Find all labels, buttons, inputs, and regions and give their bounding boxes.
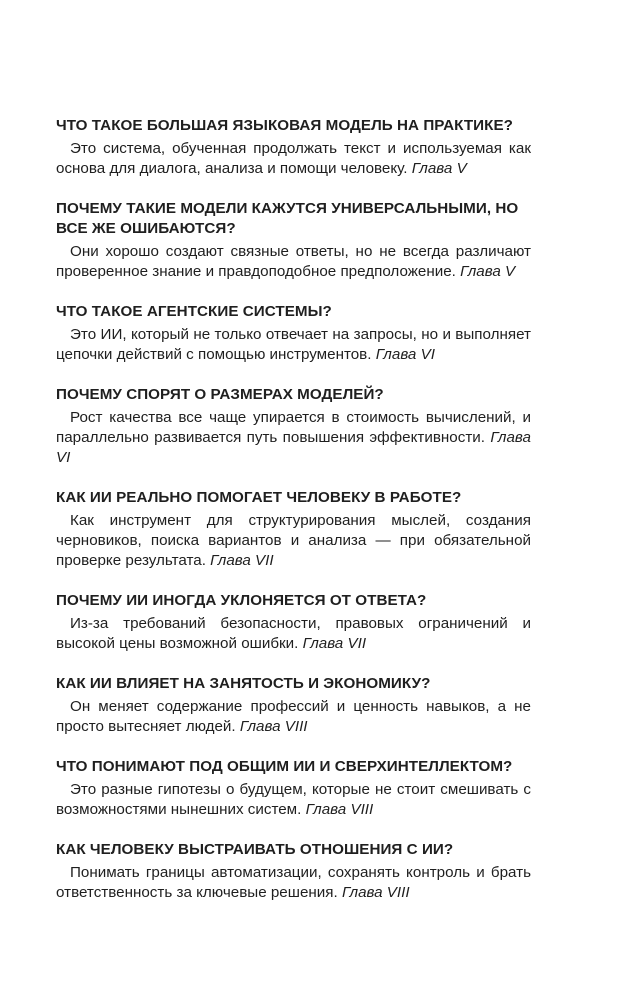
chapter-reference: Глава VII <box>302 635 367 652</box>
chapter-reference: Глава VI <box>375 346 435 363</box>
qa-item <box>56 674 531 737</box>
chapter-reference: Глава VI <box>56 429 531 466</box>
answer-body: Понимать границы автоматизации, сохранять контроль и брать ответственность за ключевые решения. <box>56 864 531 901</box>
question-heading: ПОЧЕМУ ИИ ИНОГДА УКЛОНЯЕТСЯ ОТ ОТВЕТА? <box>56 592 427 609</box>
answer-body: Из-за требований безопасности, правовых ограничений и высокой цены возможной ошибки. <box>56 615 531 652</box>
chapter-reference: Глава VIII <box>341 884 410 901</box>
qa-item <box>56 302 531 365</box>
answer-body: Рост качества все чаще упирается в стоимость вычислений, и параллельно развивается путь повышения эффективности. <box>56 409 531 446</box>
answer-text <box>56 242 531 282</box>
question-heading: ЧТО ТАКОЕ АГЕНТСКИЕ СИСТЕМЫ? <box>56 303 332 320</box>
qa-item <box>56 488 531 571</box>
answer-text <box>56 697 531 737</box>
chapter-reference: Глава VII <box>210 552 274 569</box>
answer-body: Это разные гипотезы о будущем, которые не стоит смешивать с возможностями нынешних систем. <box>56 781 531 818</box>
question-heading: КАК ЧЕЛОВЕКУ ВЫСТРАИВАТЬ ОТНОШЕНИЯ С ИИ? <box>56 841 454 858</box>
qa-item <box>56 840 531 903</box>
answer-text <box>56 325 531 365</box>
answer-body: Это ИИ, который не только отвечает на запросы, но и выполняет цепочки действий с помощью инструментов. <box>56 326 531 363</box>
chapter-reference: Глава V <box>411 160 467 177</box>
question-heading: ЧТО ПОНИМАЮТ ПОД ОБЩИМ ИИ И СВЕРХИНТЕЛЛЕКТОМ? <box>56 758 513 775</box>
question-heading: ПОЧЕМУ СПОРЯТ О РАЗМЕРАХ МОДЕЛЕЙ? <box>56 386 384 403</box>
question-heading: ПОЧЕМУ ТАКИЕ МОДЕЛИ КАЖУТСЯ УНИВЕРСАЛЬНЫМИ, НО ВСЕ ЖЕ ОШИБАЮТСЯ? <box>56 200 519 237</box>
answer-text <box>56 614 531 654</box>
question-heading: ЧТО ТАКОЕ БОЛЬШАЯ ЯЗЫКОВАЯ МОДЕЛЬ НА ПРАКТИКЕ? <box>56 117 513 134</box>
qa-item <box>56 116 531 179</box>
qa-item <box>56 385 531 468</box>
qa-item <box>56 199 531 282</box>
answer-body: Они хорошо создают связные ответы, но не всегда различают проверенное знание и правдоподобное предположение. <box>56 243 531 280</box>
answer-text <box>56 408 531 468</box>
chapter-reference: Глава V <box>460 263 516 280</box>
question-heading: КАК ИИ ВЛИЯЕТ НА ЗАНЯТОСТЬ И ЭКОНОМИКУ? <box>56 675 431 692</box>
answer-text <box>56 780 531 820</box>
answer-body: Это система, обученная продолжать текст и используемая как основа для диалога, анализа и помощи человеку. <box>56 140 531 177</box>
qa-list <box>56 116 531 923</box>
chapter-reference: Глава VIII <box>239 718 308 735</box>
question-heading: КАК ИИ РЕАЛЬНО ПОМОГАЕТ ЧЕЛОВЕКУ В РАБОТЕ? <box>56 489 462 506</box>
answer-body: Он меняет содержание профессий и ценность навыков, а не просто вытесняет людей. <box>56 698 531 735</box>
answer-body: Как инструмент для структурирования мыслей, создания черновиков, поиска вариантов и анализа — при обязательной проверке результата. <box>56 512 531 569</box>
answer-text <box>56 139 531 179</box>
qa-item <box>56 591 531 654</box>
answer-text <box>56 863 531 903</box>
chapter-reference: Глава VIII <box>305 801 374 818</box>
answer-text <box>56 511 531 571</box>
qa-item <box>56 757 531 820</box>
